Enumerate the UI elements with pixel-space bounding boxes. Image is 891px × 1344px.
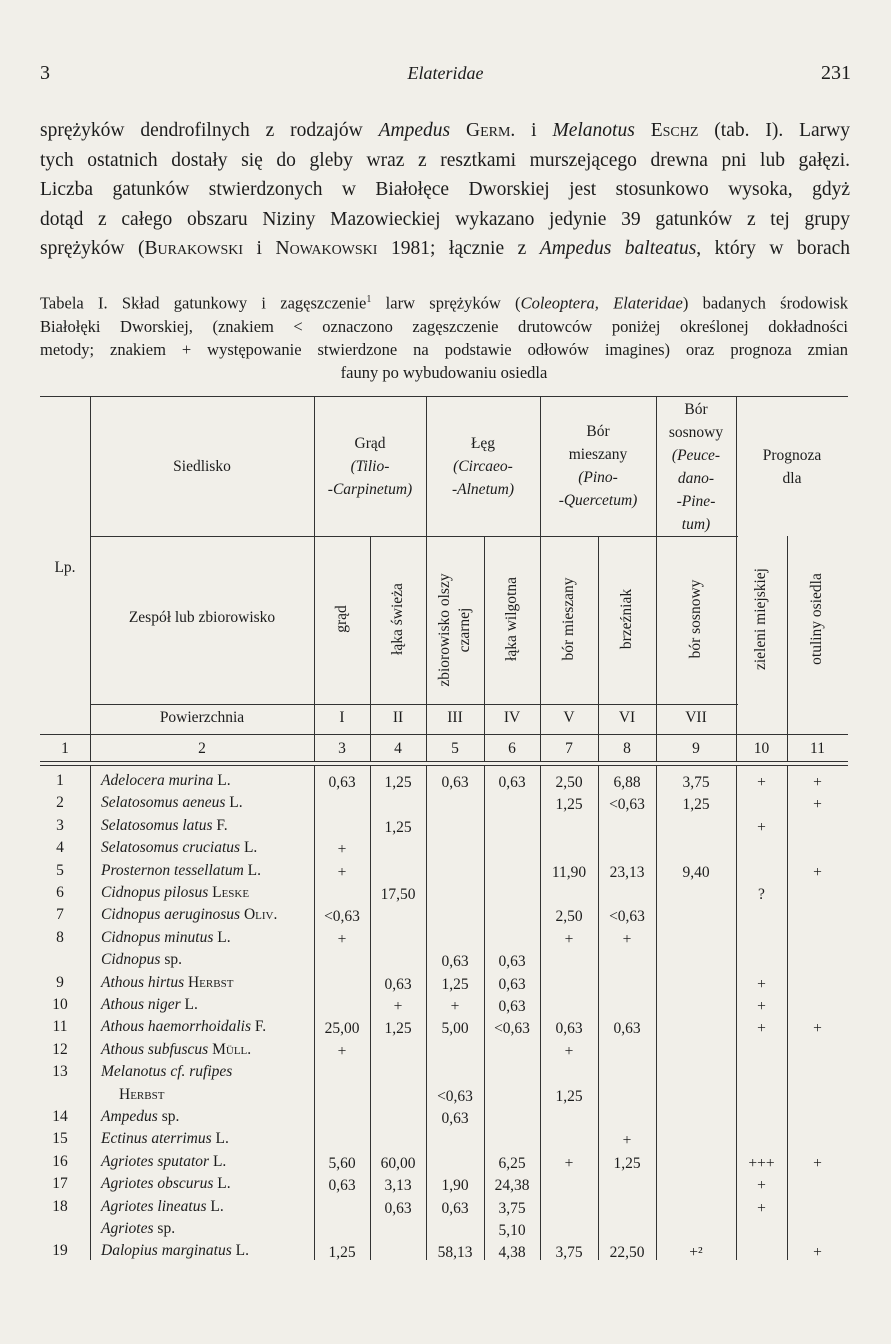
species-name: Cidnopus sp. bbox=[101, 951, 182, 969]
header-grad: Grąd (Tilio- -Carpinetum) bbox=[327, 435, 413, 498]
row-lp: 13 bbox=[52, 1063, 68, 1081]
cell-value: 1,25 bbox=[555, 796, 583, 814]
species-name: Agriotes lineatus L. bbox=[101, 1197, 224, 1215]
cell-value: 1,25 bbox=[682, 796, 710, 814]
cell-value: 2,50 bbox=[555, 908, 583, 926]
cell-value: 60,00 bbox=[380, 1154, 416, 1172]
species-name: Athous hirtus Herbst bbox=[101, 973, 234, 991]
row-lp: 18 bbox=[52, 1197, 68, 1215]
cell-value: 1,25 bbox=[384, 818, 412, 836]
cell-value: +² bbox=[689, 1244, 703, 1262]
cell-value: 5,10 bbox=[498, 1222, 526, 1239]
cell-value: 0,63 bbox=[498, 998, 526, 1015]
cell-value: <0,63 bbox=[494, 1020, 530, 1038]
roman-6: VI bbox=[618, 709, 636, 726]
species-name: Prosternon tessellatum L. bbox=[101, 861, 262, 879]
cell-value: 25,00 bbox=[324, 1020, 360, 1038]
table-caption: Tabela I. Skład gatunkowy i zagęszczenie$^1$ larw sprężyków (Coleoptera, Elateridae) badanych środowisk Białołęki Dworskiej, (znakiem < oznaczono zagęszczenie drutowców poniżej określonej dokładności metody; znakiem + występowanie stwierdzone na podstawie odłowów imagines) oraz prognoza zmian fauny po wybudowaniu osiedla bbox=[40, 293, 849, 382]
cell-value: + bbox=[757, 1020, 766, 1038]
body-paragraph: sprężyków dendrofilnych z rodzajów Ampedus Germ. i Melanotus Eschz (tab. I). Larwy tych ostatnich dostały się do gleby wraz z resztkami murszejącego drewna pni lub gałęzi. Liczba gatunków stwierdzonych w Białołęce Dworskiej jest stosunkowo wysoka, gdyż dotąd z całego obszaru Niziny Mazowieckiej wykazano jedynie 39 gatunków z tej grupy sprężyków (Burakowski i Nowakowski 1981; łącznie z Ampedus balteatus, który w borach bbox=[40, 120, 851, 259]
cell-value: + bbox=[813, 1020, 822, 1038]
cell-value: 0,63 bbox=[613, 1020, 641, 1038]
cell-value: 3,75 bbox=[555, 1244, 583, 1262]
cell-value: + bbox=[337, 841, 347, 859]
cell-value: + bbox=[757, 1199, 766, 1217]
cell-value: <0,63 bbox=[324, 908, 360, 926]
cell-value: 0,63 bbox=[328, 774, 356, 791]
species-name: Adelocera murina L. bbox=[101, 772, 231, 789]
cell-value: 6,25 bbox=[498, 1154, 526, 1172]
species-name: Agriotes sputator L. bbox=[101, 1152, 227, 1170]
header-bor-sosnowy: Bór sosnowy (Peuce- dano- -Pine- tum) bbox=[668, 401, 724, 533]
cell-value: 0,63 bbox=[441, 1110, 469, 1127]
cell-value: 2,50 bbox=[555, 774, 583, 791]
roman-2: II bbox=[392, 709, 404, 726]
header-bor-mieszany: Bór mieszany (Pino- -Quercetum) bbox=[558, 423, 638, 509]
running-title: Elateridae bbox=[407, 63, 484, 83]
species-name: Selatosomus latus F. bbox=[101, 816, 228, 834]
species-name: Athous haemorrhoidalis F. bbox=[101, 1018, 267, 1036]
header-leg: Łęg (Circaeo- -Alnetum) bbox=[452, 435, 514, 498]
species-name: Selatosomus aeneus L. bbox=[101, 794, 243, 812]
species-name: Athous niger L. bbox=[101, 996, 198, 1013]
cell-value: + bbox=[337, 930, 347, 948]
colnum: 6 bbox=[508, 740, 516, 757]
row-lp: 12 bbox=[52, 1040, 68, 1058]
cell-value: <0,63 bbox=[609, 796, 645, 814]
cell-value: + bbox=[813, 796, 822, 814]
cell-value: 17,50 bbox=[380, 886, 416, 903]
cell-value: 9,40 bbox=[682, 863, 710, 881]
cell-value: 0,63 bbox=[384, 1199, 412, 1217]
cell-value: + bbox=[813, 863, 822, 881]
colnum: 8 bbox=[623, 740, 631, 757]
colnum: 2 bbox=[198, 740, 206, 757]
cell-value: + bbox=[393, 998, 403, 1015]
page-number: 231 bbox=[821, 62, 851, 84]
colnum: 4 bbox=[394, 740, 402, 757]
cell-value: 1,25 bbox=[328, 1244, 356, 1262]
header-lp: Lp. bbox=[54, 559, 76, 576]
cell-value: + bbox=[813, 1244, 822, 1262]
colnum: 9 bbox=[692, 740, 700, 757]
cell-value: 0,63 bbox=[441, 953, 469, 971]
cell-value: + bbox=[757, 998, 766, 1015]
row-lp: 17 bbox=[52, 1175, 68, 1193]
cell-value: + bbox=[757, 774, 766, 791]
row-lp: 9 bbox=[56, 973, 64, 991]
cell-value: 1,90 bbox=[441, 1177, 469, 1195]
cell-value: 4,38 bbox=[498, 1244, 526, 1262]
row-lp: 4 bbox=[56, 839, 64, 857]
species-name: Cidnopus pilosus Leske bbox=[101, 884, 250, 901]
cell-value: 11,90 bbox=[551, 863, 587, 881]
species-name: Selatosomus cruciatus L. bbox=[101, 839, 258, 857]
roman-7: VII bbox=[685, 709, 707, 726]
cell-value: 1,25 bbox=[555, 1087, 583, 1105]
row-lp: 11 bbox=[52, 1018, 68, 1036]
cell-value: 0,63 bbox=[555, 1020, 583, 1038]
cell-value: 3,75 bbox=[682, 774, 710, 791]
cell-value: 0,63 bbox=[328, 1177, 356, 1195]
row-lp: 10 bbox=[52, 996, 68, 1013]
cell-value: +++ bbox=[748, 1154, 775, 1172]
cell-value: + bbox=[813, 1154, 822, 1172]
header-powierzchnia: Powierzchnia bbox=[159, 709, 245, 726]
cell-value: 1,25 bbox=[441, 975, 469, 993]
cell-value: 1,25 bbox=[384, 1020, 412, 1038]
species-name: Athous subfuscus Müll. bbox=[101, 1040, 252, 1058]
row-lp: 16 bbox=[52, 1152, 68, 1170]
cell-value: 6,88 bbox=[613, 774, 641, 791]
species-name: Dalopius marginatus L. bbox=[101, 1242, 249, 1260]
cell-value: 0,63 bbox=[498, 774, 526, 791]
row-lp: 5 bbox=[56, 861, 64, 879]
row-lp: 3 bbox=[56, 816, 64, 834]
colnum: 11 bbox=[810, 740, 825, 757]
cell-value: + bbox=[622, 930, 632, 948]
colnum: 3 bbox=[338, 740, 346, 757]
cell-value: + bbox=[564, 1042, 574, 1060]
species-name: Agriotes obscurus L. bbox=[101, 1175, 231, 1193]
cell-value: + bbox=[622, 1132, 632, 1150]
row-lp: 7 bbox=[56, 906, 64, 924]
row-lp: 1 bbox=[56, 772, 64, 789]
header-prognoza: Prognoza dla bbox=[762, 447, 822, 487]
roman-3: III bbox=[447, 709, 463, 726]
cell-value: + bbox=[450, 998, 460, 1015]
species-name: Herbst bbox=[119, 1085, 165, 1103]
species-name: Melanotus cf. rufipes bbox=[101, 1063, 233, 1081]
cell-value: 0,63 bbox=[441, 1199, 469, 1217]
cell-value: 58,13 bbox=[437, 1244, 473, 1262]
roman-5: V bbox=[563, 709, 575, 726]
row-lp: 2 bbox=[56, 794, 64, 812]
row-lp: 15 bbox=[52, 1130, 68, 1148]
cell-value: 5,00 bbox=[441, 1020, 469, 1038]
colnum: 5 bbox=[451, 740, 459, 757]
species-name: Ampedus sp. bbox=[101, 1108, 180, 1125]
colnum: 1 bbox=[61, 740, 69, 757]
row-lp: 6 bbox=[56, 884, 64, 901]
roman-1: I bbox=[339, 709, 345, 726]
cell-value: 24,38 bbox=[494, 1177, 530, 1195]
cell-value: 3,75 bbox=[498, 1199, 526, 1217]
colnum: 7 bbox=[565, 740, 573, 757]
species-name: Ectinus aterrimus L. bbox=[101, 1130, 229, 1148]
header-zespol: Zespół lub zbiorowisko bbox=[128, 609, 276, 626]
row-lp: 14 bbox=[52, 1108, 68, 1125]
cell-value: 0,63 bbox=[441, 774, 469, 791]
cell-value: 23,13 bbox=[609, 863, 645, 881]
cell-value: + bbox=[337, 863, 347, 881]
cell-value: + bbox=[564, 930, 574, 948]
cell-value: + bbox=[757, 975, 766, 993]
cell-value: + bbox=[564, 1154, 574, 1172]
cell-value: ? bbox=[758, 886, 765, 903]
cell-value: 0,63 bbox=[498, 953, 526, 971]
row-lp: 8 bbox=[56, 928, 64, 946]
cell-value: <0,63 bbox=[609, 908, 645, 926]
cell-value: + bbox=[757, 1177, 766, 1195]
cell-value: + bbox=[813, 774, 822, 791]
cell-value: 5,60 bbox=[328, 1154, 356, 1172]
cell-value: 22,50 bbox=[609, 1244, 645, 1262]
cell-value: 3,13 bbox=[384, 1177, 412, 1195]
cell-value: 0,63 bbox=[498, 975, 526, 993]
left-page-marker: 3 bbox=[40, 62, 50, 84]
cell-value: + bbox=[757, 818, 766, 836]
roman-4: IV bbox=[503, 709, 521, 726]
colnum: 10 bbox=[753, 740, 770, 757]
cell-value: 1,25 bbox=[384, 774, 412, 791]
species-name: Cidnopus aeruginosus Oliv. bbox=[101, 906, 278, 924]
species-name: Agriotes sp. bbox=[101, 1220, 176, 1237]
cell-value: <0,63 bbox=[437, 1087, 473, 1105]
cell-value: 0,63 bbox=[384, 975, 412, 993]
row-lp: 19 bbox=[52, 1242, 68, 1260]
header-siedlisko: Siedlisko bbox=[173, 458, 231, 475]
species-name: Cidnopus minutus L. bbox=[101, 928, 231, 946]
cell-value: + bbox=[337, 1042, 347, 1060]
cell-value: 1,25 bbox=[613, 1154, 641, 1172]
